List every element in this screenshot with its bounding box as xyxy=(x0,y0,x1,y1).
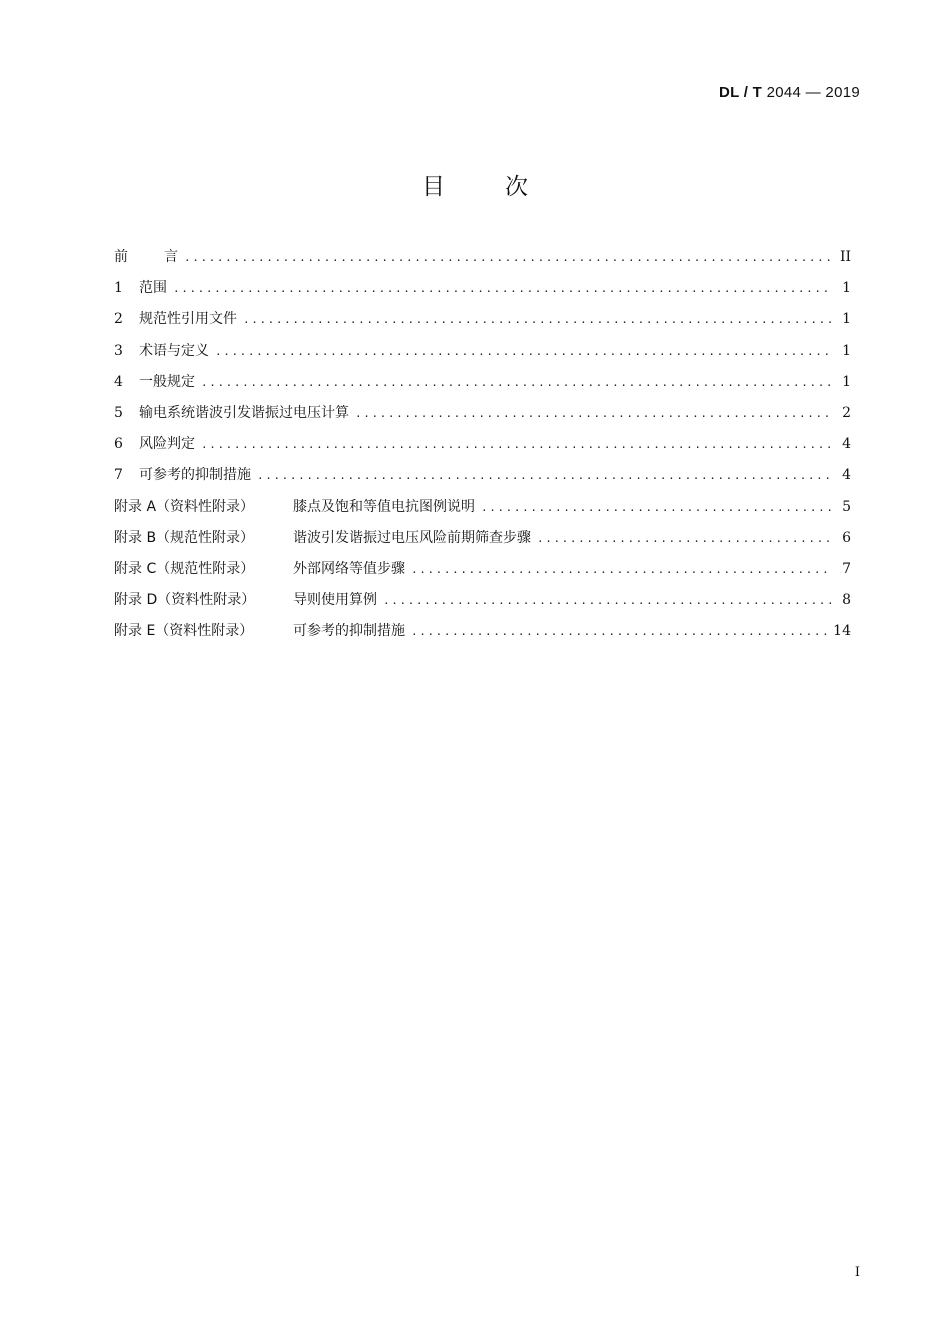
toc-entry-page: 4 xyxy=(842,436,851,453)
toc-entry-number: 4 xyxy=(114,373,123,390)
appendix-title: 膝点及饱和等值电抗图例说明 xyxy=(293,498,475,515)
toc-appendix-a[interactable] xyxy=(114,496,851,527)
dot-leader xyxy=(201,376,831,389)
dot-leader xyxy=(215,345,831,358)
toc-entry-page: 14 xyxy=(833,623,851,640)
toc-entry-foreword[interactable] xyxy=(114,246,851,277)
toc-entry-text: 术语与定义 xyxy=(139,342,209,359)
appendix-prefix: 附录 B（规范性附录） xyxy=(114,529,255,546)
appendix-title: 谐波引发谐振过电压风险前期筛查步骤 xyxy=(293,529,531,546)
dot-leader xyxy=(201,438,831,451)
toc-entry-page: II xyxy=(839,249,851,265)
toc-entry-label xyxy=(114,246,178,266)
toc-entry-page: 7 xyxy=(842,560,851,577)
toc-appendix-e[interactable] xyxy=(114,620,851,651)
toc-entry-page: 1 xyxy=(842,373,851,390)
toc-entry-5[interactable] xyxy=(114,402,851,433)
toc-entry-label xyxy=(114,620,405,640)
toc-entry-7[interactable] xyxy=(114,464,851,495)
dot-leader xyxy=(355,407,831,420)
dot-leader xyxy=(243,313,831,326)
toc-entry-page: 1 xyxy=(842,342,851,359)
toc-entry-text: 范围 xyxy=(139,280,167,297)
toc-entry-label xyxy=(114,558,405,578)
toc-entry-number: 1 xyxy=(114,280,123,297)
toc-entry-2[interactable] xyxy=(114,308,851,339)
toc-entry-label xyxy=(114,464,251,484)
toc-entry-label xyxy=(114,527,531,547)
table-of-contents xyxy=(114,246,851,651)
appendix-prefix: 附录 C（规范性附录） xyxy=(114,560,255,577)
toc-entry-label xyxy=(114,433,195,453)
page-title xyxy=(0,168,950,201)
dot-leader xyxy=(257,469,831,482)
toc-entry-text: 规范性引用文件 xyxy=(139,311,237,328)
dot-leader xyxy=(537,532,831,545)
toc-entry-number: 6 xyxy=(114,436,123,453)
toc-entry-4[interactable] xyxy=(114,371,851,402)
appendix-title: 外部网络等值步骤 xyxy=(293,560,405,577)
toc-entry-label xyxy=(114,589,377,609)
appendix-title: 导则使用算例 xyxy=(293,592,377,609)
toc-entry-6[interactable] xyxy=(114,433,851,464)
toc-appendix-c[interactable] xyxy=(114,558,851,589)
toc-entry-label xyxy=(114,277,167,297)
appendix-prefix: 附录 E（资料性附录） xyxy=(114,623,254,640)
toc-entry-page: 2 xyxy=(842,404,851,421)
toc-entry-label xyxy=(114,371,195,391)
dot-leader xyxy=(411,563,831,576)
appendix-prefix: 附录 D（资料性附录） xyxy=(114,592,256,609)
toc-entry-number: 3 xyxy=(114,342,123,359)
standard-prefix: DL / T xyxy=(718,84,763,101)
toc-entry-text: 一般规定 xyxy=(139,373,195,390)
toc-entry-3[interactable] xyxy=(114,340,851,371)
standard-code xyxy=(719,84,860,101)
toc-entry-label xyxy=(114,308,237,328)
toc-entry-label xyxy=(114,340,209,360)
toc-entry-page: 4 xyxy=(842,467,851,484)
dot-leader xyxy=(184,251,831,264)
toc-appendix-d[interactable] xyxy=(114,589,851,620)
toc-entry-page: 6 xyxy=(842,529,851,546)
toc-entry-number: 7 xyxy=(114,467,123,484)
dot-leader xyxy=(481,501,831,514)
toc-entry-text: 风险判定 xyxy=(139,436,195,453)
dot-leader xyxy=(383,594,831,607)
toc-entry-number: 2 xyxy=(114,311,123,328)
toc-entry-number: 5 xyxy=(114,404,123,421)
title-char-2: 次 xyxy=(505,174,528,200)
toc-entry-page: 5 xyxy=(842,498,851,515)
toc-entry-page: 1 xyxy=(842,280,851,297)
toc-entry-1[interactable] xyxy=(114,277,851,308)
page-number: I xyxy=(854,1265,860,1280)
toc-entry-page: 8 xyxy=(842,592,851,609)
foreword-char-2: 言 xyxy=(164,249,178,265)
toc-entry-page: 1 xyxy=(842,311,851,328)
toc-appendix-b[interactable] xyxy=(114,527,851,558)
appendix-prefix: 附录 A（资料性附录） xyxy=(114,498,255,515)
toc-entry-label xyxy=(114,496,475,516)
toc-entry-text: 输电系统谐波引发谐振过电压计算 xyxy=(139,404,349,421)
toc-entry-label xyxy=(114,402,349,422)
standard-number: 2044 — 2019 xyxy=(766,84,860,101)
title-char-1: 目 xyxy=(422,174,445,200)
dot-leader xyxy=(173,282,831,295)
toc-entry-text: 可参考的抑制措施 xyxy=(139,467,251,484)
dot-leader xyxy=(411,625,827,638)
foreword-char-1: 前 xyxy=(114,249,128,265)
appendix-title: 可参考的抑制措施 xyxy=(293,623,405,640)
